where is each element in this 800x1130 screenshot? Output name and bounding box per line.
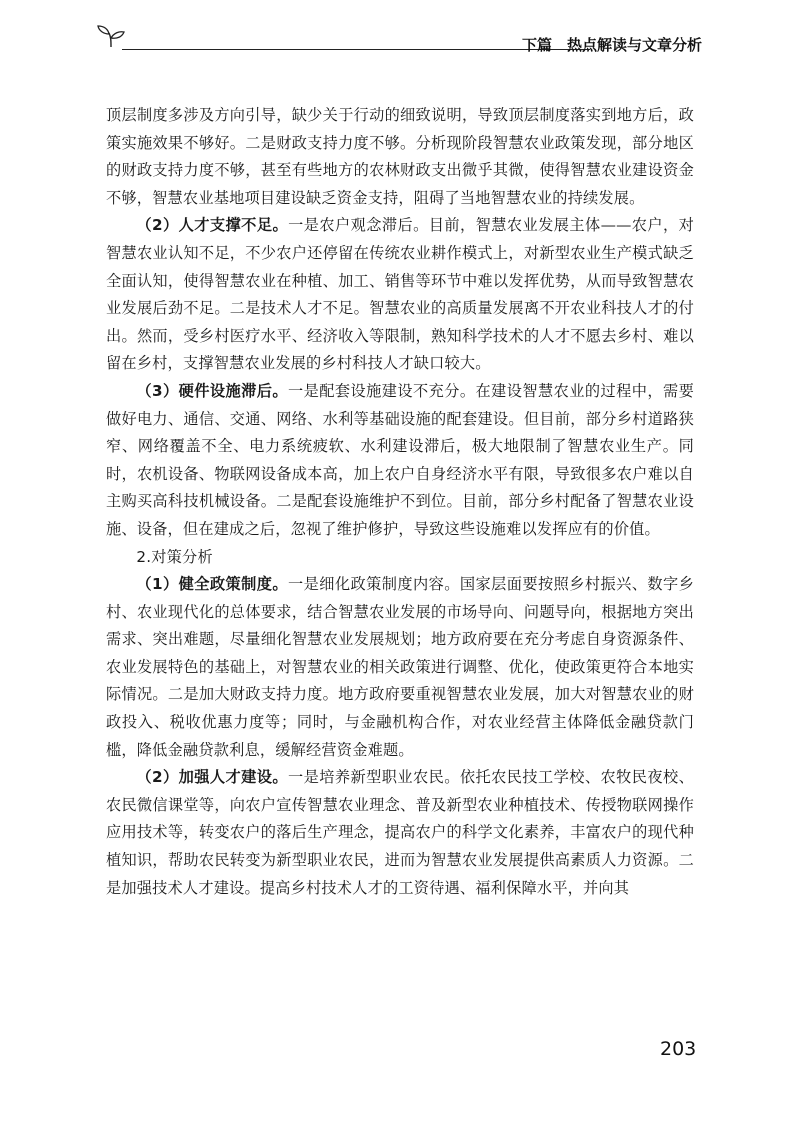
paragraph-4 bbox=[106, 571, 694, 764]
body-text bbox=[106, 102, 694, 902]
paragraph-text: 一是培养新型职业农民。依托农民技工学校、农牧民夜校、农民微信课堂等，向农户宣传智慧农业理念、普及新型农业种植技术、传授物联网操作应用技术等，转变农户的落后生产理念，提高农户的科学文化素养，丰富农户的现代种植知识，帮助农民转变为新型职业农民，进而为智慧农业发展提供高素质人力资源。二是加强技术人才建设。提高乡村技术人才的工资待遇、福利保障水平，并向其 bbox=[106, 768, 694, 897]
page-number: 203 bbox=[660, 1038, 697, 1060]
paragraph-2 bbox=[106, 212, 694, 378]
header-title: 下篇 热点解读与文章分析 bbox=[521, 36, 702, 54]
sprout-icon bbox=[96, 24, 126, 48]
paragraph-text: 一是配套设施建设不充分。在建设智慧农业的过程中，需要做好电力、通信、交通、网络、水利等基础设施的配套建设。但目前，部分乡村道路狭窄、网络覆盖不全、电力系统疲软、水利建设滞后，极大地限制了智慧农业生产。同时，农机设备、物联网设备成本高，加上农户自身经济水平有限，导致很多农户难以自主购买高科技机械设备。二是配套设施维护不到位。目前，部分乡村配备了智慧农业设施、设备，但在建成之后，忽视了维护修护，导致这些设施难以发挥应有的价值。 bbox=[106, 381, 694, 538]
paragraph-1 bbox=[106, 102, 694, 212]
paragraph-text: 一是农户观念滞后。目前，智慧农业发展主体——农户，对智慧农业认知不足，不少农户还停留在传统农业耕作模式上，对新型农业生产模式缺乏全面认知，使得智慧农业在种植、加工、销售等环节中难以发挥优势，从而导致智慧农业发展后劲不足。二是技术人才不足。智慧农业的高质量发展离不开农业科技人才的付出。然而，受乡村医疗水平、经济收入等限制，熟知科学技术的人才不愿去乡村、难以留在乡村，支撑智慧农业发展的乡村科技人才缺口较大。 bbox=[106, 216, 694, 373]
paragraph-text: 一是细化政策制度内容。国家层面要按照乡村振兴、数字乡村、农业现代化的总体要求，结合智慧农业发展的市场导向、问题导向，根据地方突出需求、突出难题，尽量细化智慧农业发展规划；地方政府要在充分考虑自身资源条件、农业发展特色的基础上，对智慧农业的相关政策进行调整、优化，使政策更符合本地实际情况。二是加大财政支持力度。地方政府要重视智慧农业发展，加大对智慧农业的财政投入、税收优惠力度等；同时，与金融机构合作，对农业经营主体降低金融贷款门槛，降低金融贷款利息，缓解经营资金难题。 bbox=[106, 575, 694, 759]
paragraph-5 bbox=[106, 764, 694, 902]
paragraph-lead: （1）健全政策制度。 bbox=[136, 575, 289, 594]
paragraph-lead: （2）加强人才建设。 bbox=[136, 768, 289, 787]
paragraph-3 bbox=[106, 378, 694, 544]
paragraph-lead: （3）硬件设施滞后。 bbox=[136, 381, 289, 400]
page-header bbox=[96, 22, 702, 62]
paragraph-lead: （2）人才支撑不足。 bbox=[136, 216, 289, 235]
paragraph-text: 顶层制度多涉及方向引导，缺少关于行动的细致说明，导致顶层制度落实到地方后，政策实施效果不够好。二是财政支持力度不够。分析现阶段智慧农业政策发现，部分地区的财政支持力度不够，甚至有些地方的农林财政支出微乎其微，使得智慧农业建设资金不够，智慧农业基地项目建设缺乏资金支持，阻碍了当地智慧农业的持续发展。 bbox=[106, 106, 694, 207]
section-heading: 2.对策分析 bbox=[136, 547, 213, 566]
header-rule bbox=[122, 49, 590, 50]
